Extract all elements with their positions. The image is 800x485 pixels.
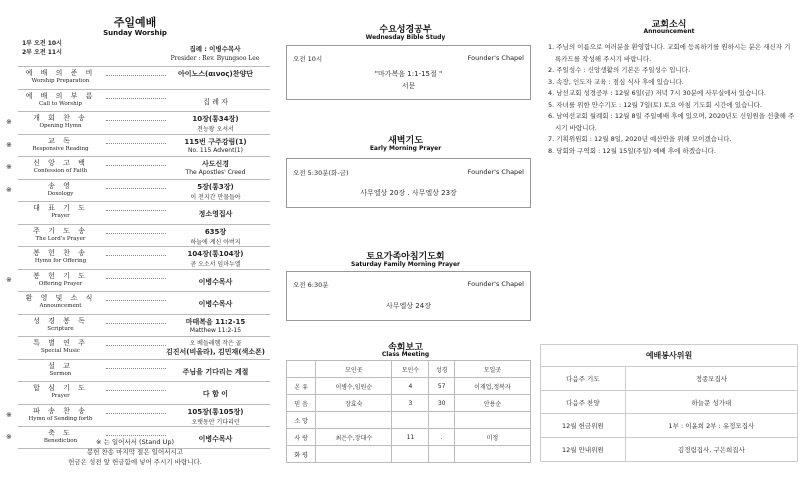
announcement-list — [548, 42, 796, 157]
stand-up-mark: ※ — [6, 140, 12, 149]
order-item-value: 이병수목사 — [198, 300, 233, 308]
order-item-english: Prayer — [51, 213, 70, 219]
order-item-name: 성 경 봉 독 — [33, 316, 88, 325]
worship-order-row — [18, 224, 270, 247]
bible-title: 수요성경공부 — [379, 25, 432, 35]
dawn-place: Founder's Chapel — [467, 168, 524, 176]
leader-dots — [106, 117, 166, 121]
volunteer-row — [541, 390, 798, 414]
order-item-english: Benediction — [43, 438, 78, 444]
worship-order-column — [0, 0, 270, 485]
class-meeting-cell: . — [429, 429, 454, 446]
presider-ko: 집례 : 이병수목사 — [189, 45, 241, 53]
news-title: 교회소식 — [651, 20, 687, 30]
order-item-value-1: 105장(통105장) — [187, 407, 244, 416]
service-1: 1부 오전 10시 — [22, 40, 62, 47]
volunteer-cell: 다음주 찬양 — [541, 390, 626, 414]
stand-up-mark: ※ — [6, 433, 12, 441]
worship-title: 주일예배 — [113, 16, 157, 29]
bible-box — [286, 45, 531, 100]
announcement-item: 8. 당회와 구역회 : 12월 15일(주일) 예배 후에 하겠습니다. — [548, 146, 716, 155]
class-meeting-row — [287, 429, 531, 446]
leader-dots — [106, 252, 166, 256]
leader-dots — [106, 320, 166, 324]
leader-dots — [106, 95, 166, 99]
order-item-english: Announcement — [39, 303, 82, 309]
order-item-value-1: 5장(통3장) — [197, 182, 234, 191]
class-meeting-row — [287, 412, 531, 429]
worship-order-row — [6, 134, 270, 157]
order-item-english: Scripture — [47, 325, 74, 332]
order-item-name: 환 영 및 소 식 — [25, 294, 96, 302]
leader-dots — [106, 342, 166, 346]
leader-dots — [106, 140, 166, 144]
worship-order-row — [18, 89, 270, 112]
order-item-english: Worship Preparation — [31, 78, 90, 84]
order-item-value-2: 전능왕 오셔서 — [197, 126, 234, 133]
announcement-item: 3. 속장, 인도자 교육 : 점심 식사 후에 있습니다. — [548, 77, 684, 86]
class-meeting-row — [287, 378, 531, 395]
order-item-value: 정소영집사 — [198, 210, 233, 218]
order-item-name: 송 영 — [48, 181, 73, 190]
volunteer-row — [541, 367, 798, 391]
class-meeting-cell — [454, 412, 530, 429]
volunteer-cell: 정종모집사 — [625, 367, 797, 391]
order-item-name: 설 교 — [48, 361, 73, 370]
worship-order-row — [6, 179, 270, 202]
volunteer-cell: 김정림집사, 구은희집사 — [625, 438, 797, 462]
saturday-title: 토요가족아침기도회 — [366, 252, 445, 262]
order-item-value-2: Matthew 11:2-15 — [189, 326, 242, 334]
class-meeting-cell: 4 — [392, 378, 429, 395]
announcement-item: 5. 자녀를 위한 안수기도 : 12월 7일(토) 토요 아침 기도회 시간에 있습니다. — [548, 100, 762, 109]
leader-dots — [106, 162, 166, 166]
order-item-name: 예 배 의 준 비 — [25, 69, 96, 77]
order-item-name: 특 별 연 주 — [33, 339, 88, 347]
class-meeting-cell: 57 — [429, 378, 454, 395]
class-meeting-cell — [429, 446, 454, 463]
order-item-value-2: 곧 오소서 임마누엘 — [190, 261, 241, 268]
worship-order-row — [6, 269, 270, 292]
order-item-value-2: No. 115 Advent(1) — [188, 146, 243, 154]
order-item-name: 교 독 — [48, 136, 73, 145]
news-subtitle: Announcement — [643, 28, 695, 35]
order-item-value-2: 오랫동안 기다리던 — [191, 418, 240, 426]
order-item-value: 이병수목사 — [198, 277, 233, 286]
worship-order-row — [18, 314, 270, 337]
volunteers-title: 예배봉사위원 — [541, 345, 798, 367]
order-item-english: Opening Hymn — [39, 123, 82, 129]
presider-en: Presider : Rev. Byungsoo Lee — [170, 55, 260, 62]
order-item-value: 다 함 이 — [202, 390, 229, 398]
dawn-time: 오전 5:30분(화-금) — [293, 169, 349, 177]
worship-order-row — [18, 201, 270, 224]
presider — [160, 45, 270, 63]
class-meeting-cell: 온 유 — [287, 378, 316, 395]
cell-title: 속회보고 — [388, 343, 423, 353]
volunteer-row — [541, 414, 798, 438]
order-item-name: 대 표 기 도 — [33, 204, 88, 212]
order-item-english: The Lord's Prayer — [35, 235, 86, 242]
bible-verse: "마가복음 1:1-15절 " — [374, 70, 443, 78]
class-meeting-cell: 이병수,임원순 — [316, 378, 392, 395]
leader-dots — [106, 432, 166, 436]
order-item-english: Sermon — [49, 370, 72, 377]
volunteer-cell: 12월 헌금위원 — [541, 414, 626, 438]
order-item-name: 개 회 찬 송 — [33, 114, 88, 122]
leader-dots — [106, 72, 166, 76]
volunteers-table — [540, 344, 798, 462]
footer-line-2: 봉헌 찬송 마지막 절은 일어서시고 — [86, 448, 184, 456]
order-item-name: 합 심 기 도 — [33, 384, 88, 392]
class-meeting-cell — [392, 446, 429, 463]
order-item-name: 신 앙 고 백 — [33, 159, 88, 167]
saturday-text: 사무엘상 24장 — [386, 302, 431, 310]
volunteer-row — [541, 438, 798, 462]
order-item-english: Call to Worship — [39, 100, 82, 107]
stand-up-mark: ※ — [6, 118, 12, 126]
bible-place: Founder's Chapel — [467, 54, 524, 62]
volunteer-cell: 1부 : 이윤희 2부 : 유정모집사 — [625, 414, 797, 438]
order-item-name: 예 배 의 부 름 — [25, 91, 96, 100]
order-item-value-2: 이 천지간 만물들아 — [190, 193, 241, 201]
class-meeting-cell: 30 — [429, 395, 454, 412]
class-meeting-cell: 화 평 — [287, 446, 316, 463]
worship-order-row — [18, 246, 270, 269]
class-meeting-cell — [392, 412, 429, 429]
order-item-english: Confession of Faith — [33, 168, 88, 174]
order-item-value-2: 김진서(비올라), 김민재(색소폰) — [165, 348, 266, 356]
footer-line-1: ※ 는 일어서서 (Stand Up) — [96, 438, 174, 446]
order-item-value-1: 아이노스(αινος)찬양단 — [178, 70, 253, 78]
bible-time: 오전 10시 — [293, 55, 323, 63]
bible-topic: 서문 — [401, 82, 416, 90]
class-meeting-cell: 안용순 — [454, 395, 530, 412]
saturday-place: Founder's Chapel — [467, 280, 524, 288]
class-meeting-cell: 이재업,정복자 — [454, 378, 530, 395]
service-2: 2부 오전 11시 — [22, 49, 62, 56]
worship-order-row — [18, 381, 270, 404]
dawn-box — [286, 158, 531, 208]
bible-subtitle: Wednesday Bible Study — [365, 34, 446, 41]
class-meeting-cell: 사 랑 — [287, 429, 316, 446]
order-item-value: 이병수목사 — [198, 435, 233, 443]
class-meeting-cell — [454, 446, 530, 463]
order-item-value-1: 115번 구주강림(1) — [184, 137, 247, 146]
class-meeting-cell: 최은수,장대수 — [316, 429, 392, 446]
order-item-english: Responsive Reading — [32, 145, 89, 152]
worship-order-row — [6, 156, 270, 179]
programs-column — [278, 0, 533, 485]
class-meeting-cell — [429, 412, 454, 429]
service-times — [22, 39, 62, 57]
order-item-name: 봉 헌 찬 송 — [33, 249, 88, 257]
order-item-english: Special Music — [40, 348, 80, 354]
leader-dots — [106, 207, 166, 211]
worship-order-row — [18, 336, 270, 359]
dawn-subtitle: Early Morning Prayer — [369, 145, 442, 152]
announcement-item: 4. 남선교회 성경공부 : 12월 6일(금) 저녁 7시 30분에 사무실에서 있습니다. — [548, 89, 766, 97]
announcement-item: 1. 주님의 이름으로 여러분을 환영합니다. 교회에 등록하기를 원하시는 분은 새신자 기록카드를 작성해 주시기 바랍니다. — [548, 43, 791, 63]
class-meeting-cell: 11 — [392, 429, 429, 446]
order-item-english: Offering Prayer — [38, 280, 83, 287]
class-meeting-header: 모인곳 — [316, 361, 392, 378]
stand-up-mark: ※ — [6, 185, 12, 194]
order-item-value-1: 635장 — [204, 227, 227, 236]
saturday-subtitle: Saturday Family Morning Prayer — [351, 261, 460, 268]
worship-order-row — [18, 359, 270, 382]
volunteer-cell: 다음주 기도 — [541, 367, 626, 391]
order-item-value-2: The Apostles' Creed — [185, 169, 246, 176]
worship-order-row — [18, 291, 270, 314]
leader-dots — [106, 230, 166, 234]
class-meeting-header: 모일곳 — [454, 361, 530, 378]
order-item-value: 주님을 기다리는 계절 — [182, 367, 249, 376]
worship-order-row — [6, 111, 270, 134]
class-meeting-cell: 미정 — [454, 429, 530, 446]
order-item-value-1: 마태복음 11:2-15 — [185, 317, 246, 326]
order-item-value-1: 사도신경 — [201, 160, 230, 168]
order-item-name: 봉 헌 기 도 — [33, 271, 88, 280]
class-meeting-cell: 3 — [392, 395, 429, 412]
class-meeting-table — [286, 360, 531, 463]
worship-footer — [0, 437, 270, 467]
class-meeting-row — [287, 395, 531, 412]
order-item-value-1: 10장(통34장) — [192, 115, 239, 123]
class-meeting-cell — [316, 412, 392, 429]
class-meeting-header — [287, 361, 316, 378]
worship-order-row — [6, 404, 270, 427]
stand-up-mark: ※ — [6, 275, 12, 284]
order-item-name: 주 기 도 송 — [33, 226, 88, 235]
announcement-item: 2. 주일성수 : 신앙생활의 기본은 주일성수 입니다. — [548, 66, 691, 74]
order-item-english: Prayer — [51, 393, 70, 399]
dawn-text: 사무엘상 20장 . 사무엘상 23장 — [360, 189, 457, 197]
order-item-name: 파 송 찬 송 — [33, 406, 88, 415]
leader-dots — [106, 297, 166, 301]
class-meeting-cell — [316, 446, 392, 463]
worship-subtitle: Sunday Worship — [103, 29, 167, 37]
volunteer-cell: 12월 안내위원 — [541, 438, 626, 462]
worship-order-row — [18, 66, 270, 89]
leader-dots — [106, 365, 166, 369]
leader-dots — [106, 185, 166, 189]
dawn-title: 새벽기도 — [388, 136, 423, 146]
order-item-value-1: 104장(통104장) — [187, 250, 244, 258]
leader-dots — [106, 410, 166, 414]
class-meeting-header: 모인수 — [392, 361, 429, 378]
class-meeting-cell: 장효숙 — [316, 395, 392, 412]
saturday-box — [286, 271, 531, 321]
leader-dots — [106, 275, 166, 279]
order-item-english: Doxology — [47, 190, 74, 197]
cell-subtitle: Class Meeting — [381, 351, 430, 358]
stand-up-mark: ※ — [6, 410, 12, 419]
stand-up-mark: ※ — [6, 163, 12, 171]
class-meeting-cell: 믿 음 — [287, 395, 316, 412]
class-meeting-row — [287, 446, 531, 463]
order-item-english: Hymn of Sending forth — [28, 415, 93, 422]
class-meeting-cell: 소 망 — [287, 412, 316, 429]
announcement-item: 6. 남여선교회 월례회 : 12월 8일 주일예배 후에 있으며, 2020년도 신임원을 선출해 주시기 바랍니다. — [548, 112, 795, 132]
volunteer-cell: 하늘문 성가대 — [625, 390, 797, 414]
leader-dots — [106, 387, 166, 391]
news-column — [538, 0, 800, 485]
announcement-item: 7. 기획위원회 : 12월 8일, 2020년 예산안을 위해 모이겠습니다. — [548, 135, 732, 143]
class-meeting-header: 성경 — [429, 361, 454, 378]
order-item-value-1: 오 베들레헴 작은 골 — [189, 340, 242, 347]
order-item-value: 집 례 자 — [203, 97, 228, 106]
order-item-name: 축 도 — [48, 429, 73, 437]
saturday-time: 오전 6:30분 — [293, 281, 329, 289]
order-item-english: Hymn for Offering — [34, 258, 87, 264]
order-item-value-2: 하늘에 계신 아버지 — [190, 238, 241, 246]
footer-line-3: 헌금은 성전 앞 헌금함에 넣어 주시기 바랍니다. — [68, 458, 202, 466]
